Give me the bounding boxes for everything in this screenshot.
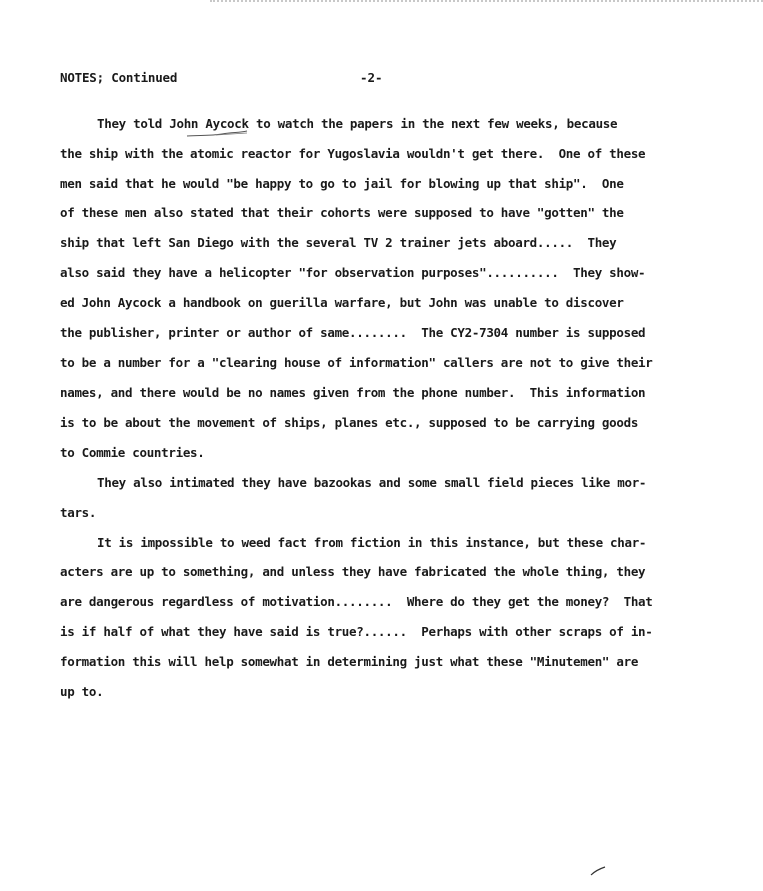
body-line: ship that left San Diego with the several TV 2 trainer jets aboard..... They — [60, 235, 617, 250]
body-line: is to be about the movement of ships, planes etc., supposed to be carrying goods — [60, 415, 639, 430]
body-line: They told John Aycock to watch the papers in the next few weeks, because — [97, 116, 618, 131]
body-line: acters are up to something, and unless they have fabricated the whole thing, they — [60, 564, 646, 579]
body-line: It is impossible to weed fact from fiction in this instance, but these char- — [97, 535, 647, 550]
body-line: are dangerous regardless of motivation........ Where do they get the money? That — [60, 594, 653, 609]
body-line: ed John Aycock a handbook on guerilla warfare, but John was unable to discover — [60, 295, 624, 310]
header-notes-continued: NOTES; Continued — [60, 70, 178, 85]
body-line: formation this will help somewhat in determining just what these "Minutemen" are — [60, 654, 639, 669]
body-line: names, and there would be no names given from the phone number. This information — [60, 385, 646, 400]
body-line: of these men also stated that their cohorts were supposed to have "gotten" the — [60, 205, 624, 220]
page-number: -2- — [360, 70, 383, 85]
body-line: up to. — [60, 684, 104, 699]
body-line: also said they have a helicopter "for observation purposes".......... They show- — [60, 265, 646, 280]
body-line: the ship with the atomic reactor for Yugoslavia wouldn't get there. One of these — [60, 146, 646, 161]
body-line: to Commie countries. — [60, 445, 205, 460]
body-line: They also intimated they have bazookas and some small field pieces like mor- — [97, 475, 647, 490]
body-line: men said that he would "be happy to go to jail for blowing up that ship". One — [60, 176, 624, 191]
body-line: the publisher, printer or author of same........ The CY2-7304 number is supposed — [60, 325, 646, 340]
body-line: tars. — [60, 505, 97, 520]
body-line: is if half of what they have said is true?...... Perhaps with other scraps of in- — [60, 624, 653, 639]
handwritten-underline-mark — [186, 130, 248, 138]
body-line: to be a number for a "clearing house of information" callers are not to give their — [60, 355, 653, 370]
pen-tick-mark — [590, 866, 606, 876]
top-dotted-border — [210, 0, 763, 2]
